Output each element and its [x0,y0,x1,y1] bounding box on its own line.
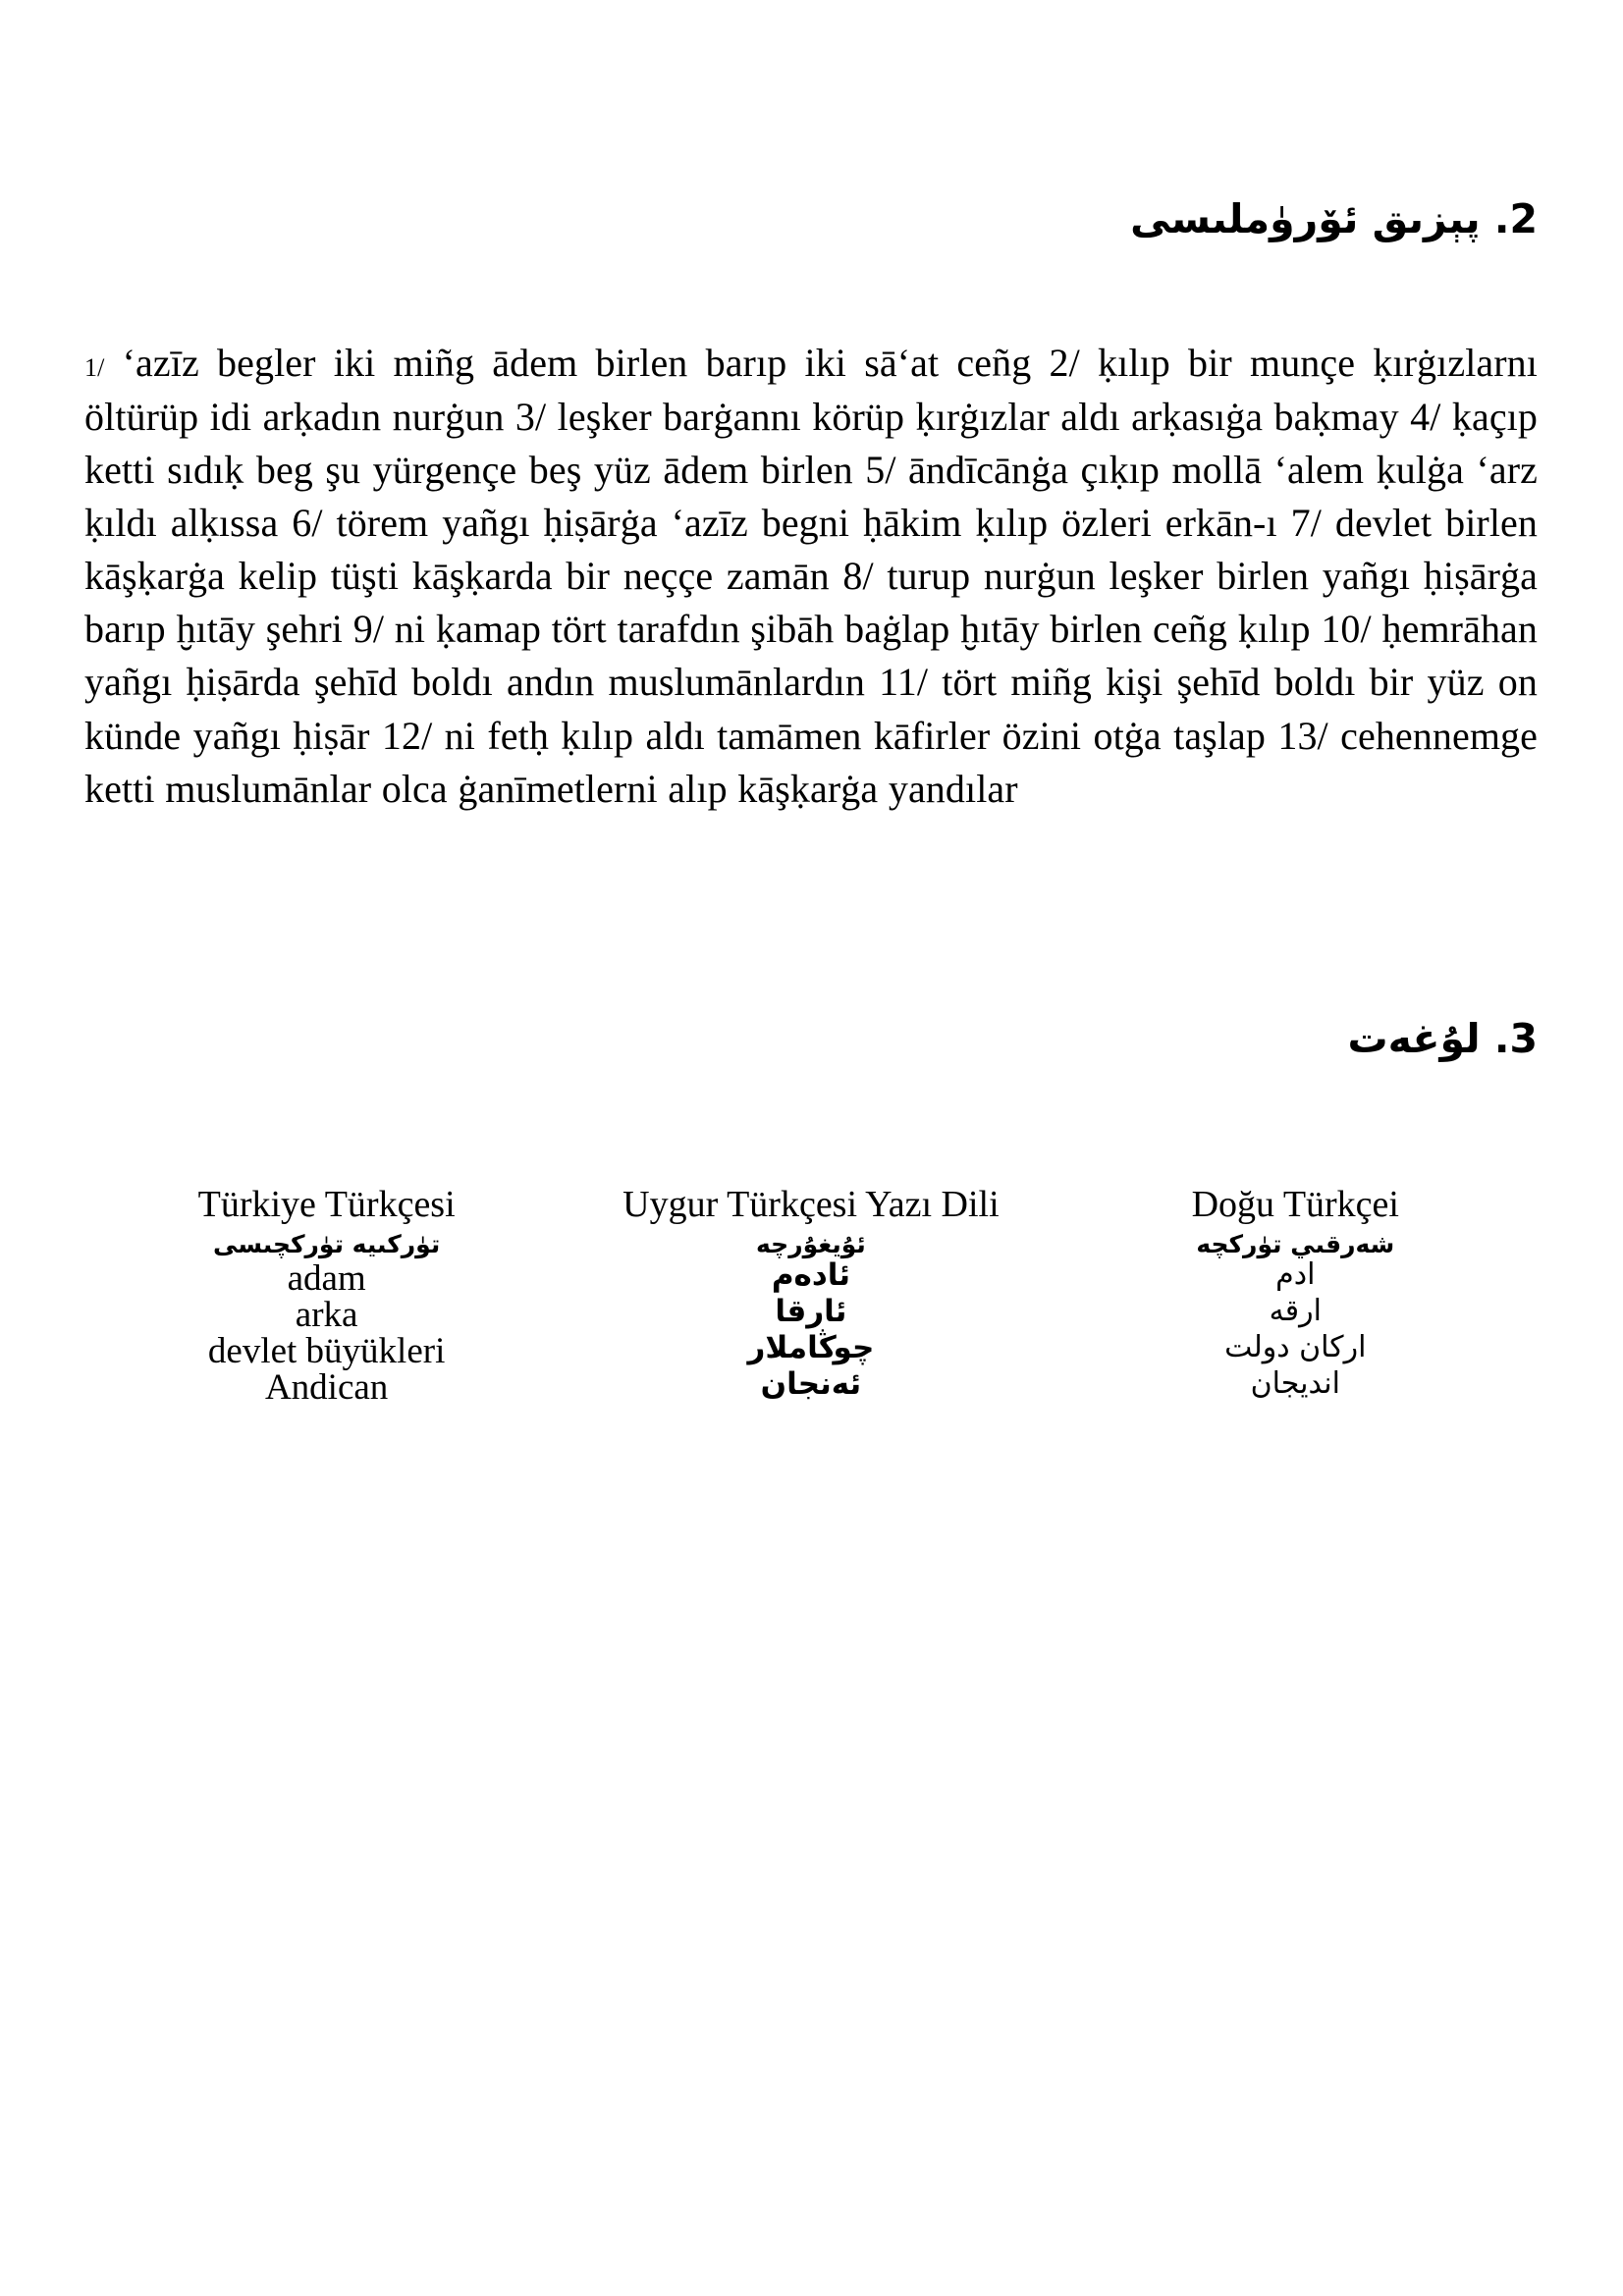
table-row [84,1369,1538,1406]
section-heading-transcription: 2. پېزىق ئۆرۈملىسى [1130,195,1538,242]
cell-eastern: انديجان [1250,1366,1340,1402]
table-header-row-latin [84,1182,1538,1229]
table-row [84,1260,1538,1297]
cell-eastern: ادم [1275,1257,1316,1293]
column-header-turkish-latin: Türkiye Türkçesi [197,1184,456,1226]
lexicon-table [84,1182,1538,1409]
column-header-turkish-uyghur: تۈركىيە تۈركچىسى [213,1229,441,1258]
cell-uygur: چوڭاملار [747,1330,875,1366]
line-number-marker: 1/ [84,353,105,383]
cell-eastern: ارقه [1269,1294,1322,1329]
cell-uygur: ئەنجان [760,1366,862,1403]
cell-turkish: adam [287,1258,366,1300]
cell-eastern: اركان دولت [1224,1330,1367,1365]
cell-turkish: Andican [264,1367,389,1409]
cell-uygur: ئارقا [775,1294,847,1330]
page-content [84,0,1538,1409]
section-heading-lexicon: 3. لۇغەت [1347,1015,1538,1063]
column-header-eastern-latin: Doğu Türkçei [1191,1184,1399,1226]
cell-uygur: ئادەم [771,1257,851,1294]
column-header-uygur-latin: Uygur Türkçesi Yazı Dili [622,1184,1000,1226]
table-header-row-uyghur [84,1229,1538,1261]
column-header-uygur-uyghur: ئۇيغۇرچە [756,1229,866,1258]
table-row [84,1297,1538,1333]
cell-turkish: arka [295,1295,358,1336]
lexicon-table-wrapper [84,1182,1538,1409]
table-row [84,1333,1538,1369]
transcription-paragraph: 1/ ʻazīz begler iki miñg ādem birlen barıp iki sāʻat ceñg 2/ ḳılıp bir munçe ḳırġızlarnı öltürüp idi arḳadın nurġun 3/ leşker barġannı körüp ḳırġızlar aldı arḳasıġa baḳmay 4/ ḳaçıp ketti sıdıḳ beg şu yürgençe beş yüz ādem birlen 5/ āndīcānġa çıḳıp mollā ʻalem ḳulġa ʻarz ḳıldı alḳıssa 6/ törem yañgı ḥiṣārġa ʻazīz begni ḥākim ḳılıp özleri erkān-ı 7/ devlet birlen kāşḳarġa kelip tüşti kāşḳarda bir neççe zamān 8/ turup nurġun leşker birlen yañgı ḥiṣārġa barıp ḫıtāy şehri 9/ ni ḳamap tört tarafdın şibāh baġlap ḫıtāy birlen ceñg ḳılıp 10/ ḥemrāhan yañgı ḥiṣārda şehīd boldı andın muslumānlardın 11/ tört miñg kişi şehīd boldı bir yüz on künde yañgı ḥiṣār 12/ ni fetḥ ḳılıp aldı tamāmen kāfirler özini otġa taşlap 13/ cehennemge ketti muslumānlar olca ġanīmetlerni alıp kāşḳarġa yandılar [84,341,1538,811]
cell-turkish: devlet büyükleri [207,1331,446,1372]
column-header-eastern-uyghur: شەرقىي تۈركچە [1196,1229,1395,1258]
